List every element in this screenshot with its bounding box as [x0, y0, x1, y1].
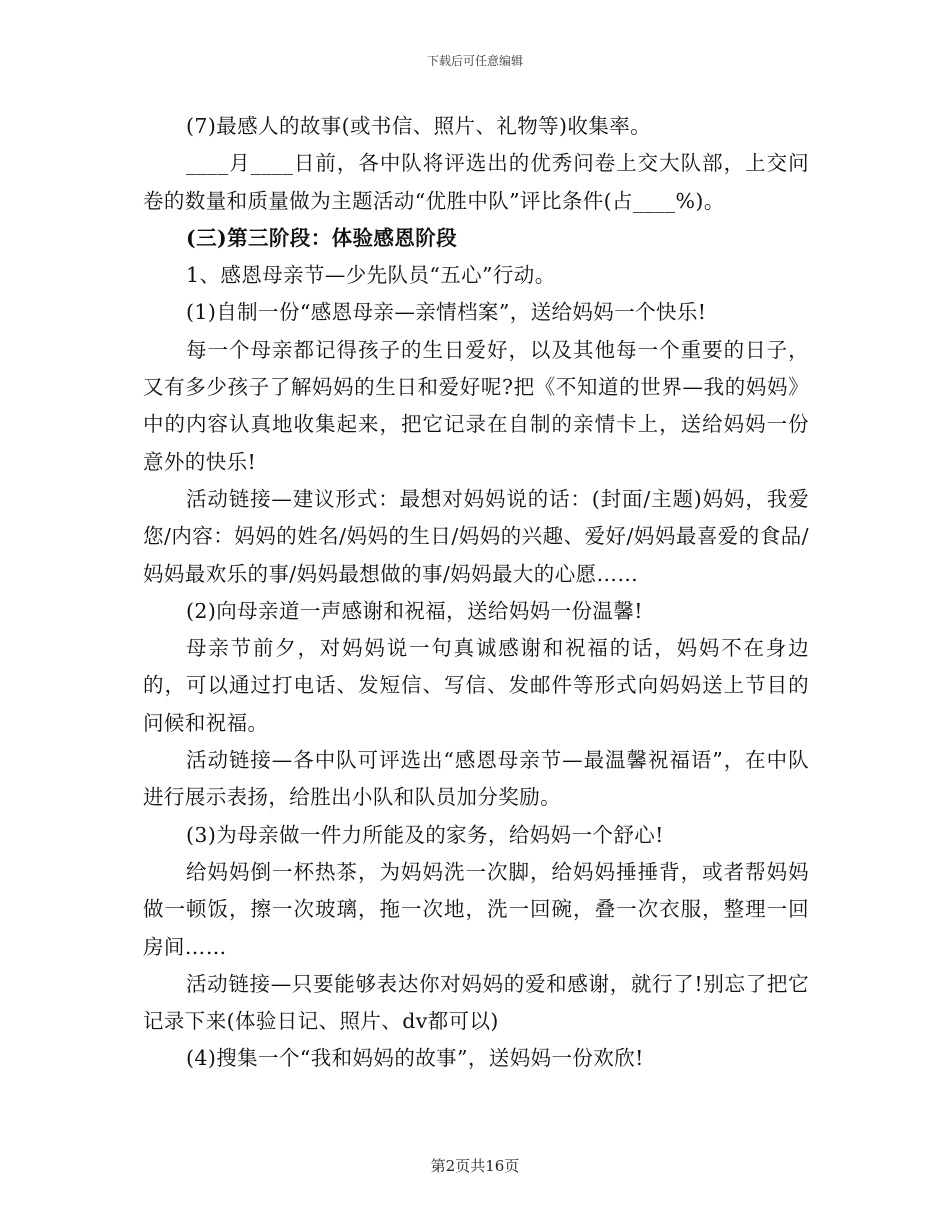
paragraph-item-2-thanks-blessing: (2)向母亲道一声感谢和祝福，送给妈妈一份温馨! [186, 598, 643, 623]
paragraph-submission-deadline: ____月____日前，各中队将评选出的优秀问卷上交大队部，上交问卷的数量和质量做为主题活动“优胜中队”评比条件(占____%)。 [143, 151, 809, 213]
paragraph-item-3-housework: (3)为母亲做一件力所能及的家务，给妈妈一个舒心! [186, 822, 664, 847]
paragraph-birthday-hobbies: 每一个母亲都记得孩子的生日爱好，以及其他每一个重要的日子，又有多少孩子了解妈妈的生日和爱好呢?把《不知道的世界—我的妈妈》中的内容认真地收集起来，把它记录在自制的亲情卡上，送给妈妈一份意外的快乐! [143, 337, 809, 474]
paragraph-activity-link-blessing: 活动链接—各中队可评选出“感恩母亲节—最温馨祝福语”，在中队进行展示表扬，给胜出小队和队员加分奖励。 [143, 748, 809, 810]
paragraph-mothers-day-action: 1、感恩母亲节—少先队员“五心”行动。 [186, 263, 556, 288]
document-body [143, 108, 809, 1078]
paragraph-housework-examples: 给妈妈倒一杯热茶，为妈妈洗一次脚，给妈妈捶捶背，或者帮妈妈做一顿饭，擦一次玻璃，拖一次地，洗一回碗，叠一次衣服，整理一回房间…… [143, 859, 809, 959]
paragraph-item-1-family-file: (1)自制一份“感恩母亲—亲情档案”，送给妈妈一个快乐! [186, 300, 707, 325]
section-heading-stage-three: (三)第三阶段：体验感恩阶段 [186, 225, 457, 250]
paragraph-activity-link-suggestion: 活动链接—建议形式：最想对妈妈说的话：(封面/主题)妈妈，我爱您/内容：妈妈的姓名/妈妈的生日/妈妈的兴趣、爱好/妈妈最喜爱的食品/妈妈最欢乐的事/妈妈最想做的事/妈妈最大的心愿…… [143, 486, 809, 586]
paragraph-item-4-story: (4)搜集一个“我和妈妈的故事”，送妈妈一份欢欣! [186, 1046, 644, 1071]
paragraph-activity-link-record: 活动链接—只要能够表达你对妈妈的爱和感谢，就行了!别忘了把它记录下来(体验日记、照片、dv都可以) [143, 971, 809, 1034]
paragraph-mothers-day-eve: 母亲节前夕，对妈妈说一句真诚感谢和祝福的话，妈妈不在身边的，可以通过打电话、发短信、写信、发邮件等形式向妈妈送上节目的问候和祝福。 [143, 636, 809, 735]
paragraph-item-7-collection-rate: (7)最感人的故事(或书信、照片、礼物等)收集率。 [186, 114, 652, 138]
page-footer: 第2页共16页 [430, 1157, 520, 1175]
page-header: 下载后可任意编辑 [426, 54, 523, 68]
